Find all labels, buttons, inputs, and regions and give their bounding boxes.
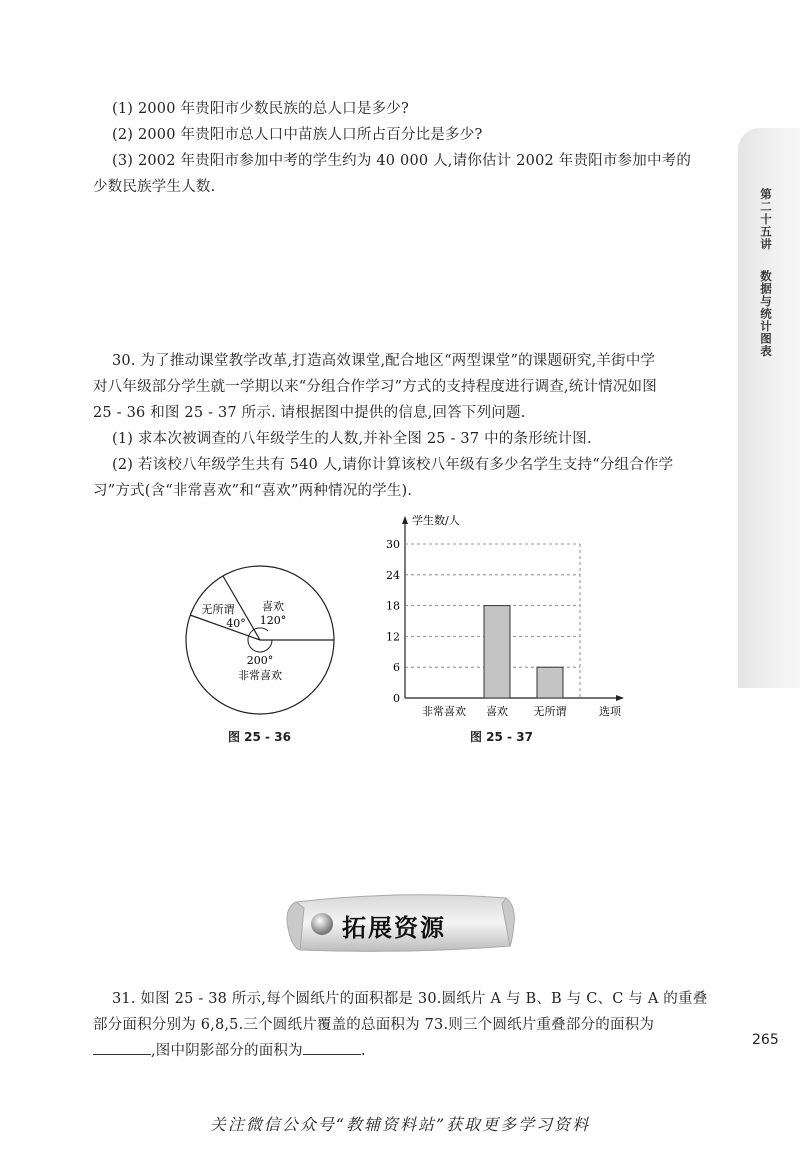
pie-label-like: 喜欢 (262, 600, 284, 613)
y-tick-label: 18 (386, 599, 400, 613)
q30-line-6: 习”方式(含“非常喜欢”和“喜欢”两种情况的学生). (93, 483, 413, 499)
y-tick-label: 0 (393, 692, 400, 705)
q31-line-3-end: . (360, 1043, 366, 1059)
q29-line-2: (2) 2000 年贵阳市总人口中苗族人口所占百分比是多少? (112, 127, 483, 143)
q30-line-3: 25 - 36 和图 25 - 37 所示. 请根据图中提供的信息,回答下列问题. (93, 405, 526, 421)
footer-note: 关注微信公众号“教辅资料站”获取更多学习资料 (209, 1115, 591, 1134)
q30-line-2: 对八年级部分学生就一学期以来“分组合作学习”方式的支持程度进行调查,统计情况如图 (93, 379, 657, 395)
q30-line-4: (1) 求本次被调查的八年级学生的人数,并补全图 25 - 37 中的条形统计图. (112, 431, 592, 447)
bullet-icon (311, 913, 333, 935)
pie-angle-indifferent: 40° (226, 617, 246, 630)
page-number: 265 (752, 1032, 779, 1048)
q29-line-4: 少数民族学生人数. (93, 179, 216, 195)
pie-chart (180, 560, 340, 720)
q31-line-3 (93, 1042, 366, 1060)
y-tick-label: 24 (386, 568, 400, 582)
chapter-label: 第二十五讲 (759, 188, 773, 251)
section-title: 拓展资源 (342, 914, 446, 942)
bar-1 (484, 606, 510, 698)
pie-angle-like: 120° (259, 614, 287, 627)
bar-caption: 图 25 - 37 (470, 730, 533, 744)
q30-line-1: 30. 为了推动课堂教学改革,打造高效课堂,配合地区“两型课堂”的课题研究,羊街中学 (112, 353, 656, 369)
x-axis-arrow (616, 695, 624, 701)
bar-2 (537, 667, 563, 698)
pie-angle-very-like: 200° (246, 654, 274, 667)
q31-line-1: 31. 如图 25 - 38 所示,每个圆纸片的面积都是 30.圆纸片 A 与 B、B 与 C、C 与 A 的重叠 (112, 991, 708, 1007)
x-axis-label: 选项 (599, 705, 621, 718)
q31-line-2: 部分面积分别为 6,8,5.三个圆纸片覆盖的总面积为 73.则三个圆纸片重叠部分的面积为 (93, 1017, 655, 1033)
chapter-side-tab (738, 128, 800, 688)
pie-caption: 图 25 - 36 (228, 730, 291, 744)
q29-line-1: (1) 2000 年贵阳市少数民族的总人口是多少? (112, 101, 409, 117)
bar-chart (370, 508, 640, 723)
chapter-topic: 数据与统计图表 (759, 270, 773, 358)
pie-label-very-like: 非常喜欢 (238, 669, 282, 682)
y-axis-arrow (402, 516, 408, 524)
y-axis-label: 学生数/人 (412, 514, 460, 527)
y-tick-label: 30 (386, 538, 400, 551)
pie-slice-divider-left (190, 615, 260, 640)
y-tick-label: 12 (386, 630, 400, 644)
pie-label-indifferent: 无所谓 (201, 603, 235, 616)
answer-blank-1[interactable] (93, 1042, 151, 1055)
q31-line-3-text: ,图中阴影部分的面积为 (151, 1043, 303, 1059)
q29-line-3: (3) 2002 年贵阳市参加中考的学生约为 40 000 人,请你估计 2002 年贵阳市参加中考的 (112, 153, 692, 169)
x-category-label: 喜欢 (486, 705, 508, 718)
y-tick-label: 6 (393, 661, 400, 675)
x-category-label: 非常喜欢 (422, 705, 466, 718)
q30-line-5: (2) 若该校八年级学生共有 540 人,请你计算该校八年级有多少名学生支持“分组合作学 (112, 457, 674, 473)
answer-blank-2[interactable] (303, 1042, 361, 1055)
x-category-label: 无所谓 (533, 705, 567, 718)
